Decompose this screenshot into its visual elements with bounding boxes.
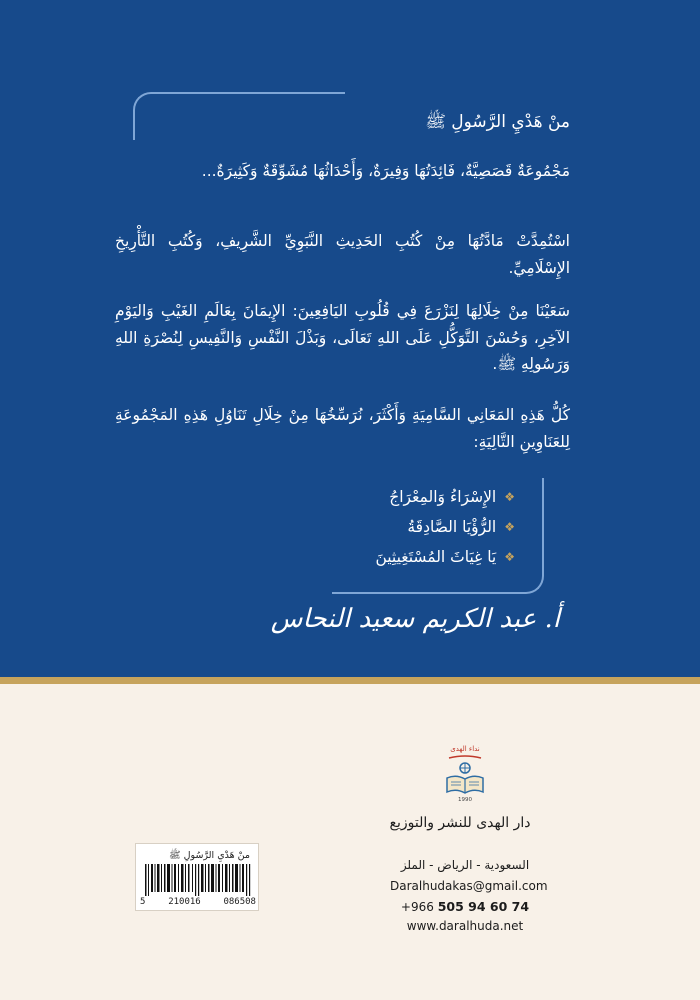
description-paragraph-2: اسْتُمِدَّتْ مَادَّتُهَا مِنْ كُتُبِ الحَدِيثِ النَّبَوِيِّ الشَّرِيفِ، وَكُتُبِ التَّأْرِيخِ الإِسْلَامِيِّ.: [115, 232, 570, 277]
publisher-address: السعودية - الرياض - الملز: [400, 858, 530, 872]
diamond-bullet-icon: ❖: [504, 490, 515, 505]
publisher-phone: [390, 899, 540, 914]
logo-caption: نداء الهدى: [450, 745, 480, 753]
list-item-label: الرُّؤْيَا الصَّادِقَةُ: [407, 517, 497, 536]
barcode-title: منْ هَدْيِ الرَّسُولِ ﷺ: [169, 850, 250, 861]
phone-prefix: +966: [400, 900, 434, 914]
book-title: منْ هَدْيِ الرَّسُولِ ﷺ: [425, 112, 570, 132]
barcode-digit-group: 5: [140, 897, 146, 907]
back-cover-cream-panel: [0, 684, 700, 1000]
barcode-digit-group: 210016: [168, 897, 201, 907]
diamond-bullet-icon: ❖: [504, 520, 515, 535]
list-item: [300, 483, 515, 513]
barcode-bars: [143, 864, 253, 896]
description-paragraph-3: سَعَيْنَا مِنْ خِلَالِهَا لِنَزْرَعَ فِي قُلُوبِ اليَافِعِينَ: الإِيمَانَ بِعَالَمِ الغَيْبِ وَاليَوْمِ الآخِرِ، وَحُسْنَ التَّوَكُّلِ عَلَى اللهِ تَعَالَى، وَبَذْلَ النَّفْسِ وَالنَّفِيسِ لِنُصْرَةِ اللهِ وَرَسُولِهِ ﷺ.: [115, 302, 570, 374]
description-paragraph-1: مَجْمُوعَةٌ قَصَصِيَّةٌ، فَائِدَتُهَا وَفِيرَةٌ، وَأَحْدَاثُهَا مُشَوِّقَةٌ وَكَثِيرَةٌ...: [201, 162, 570, 180]
list-item-label: الإِسْرَاءُ وَالمِعْرَاجُ: [389, 488, 497, 506]
publisher-name: دار الهدى للنشر والتوزيع: [389, 815, 531, 831]
phone-number: 505 94 60 74: [437, 899, 530, 914]
publisher-logo: [435, 742, 495, 808]
list-item: [300, 543, 515, 573]
barcode-digit-group: 086508: [223, 897, 256, 907]
logo-year: 1990: [458, 797, 472, 803]
barcode-number: [136, 897, 260, 907]
gold-divider: [0, 677, 700, 684]
author-name: أ. عبد الكريم سعيد النحاس: [270, 604, 560, 634]
publisher-email: Daralhudakas@gmail.com: [390, 879, 548, 893]
barcode: [135, 843, 259, 911]
publisher-website: www.daralhuda.net: [406, 919, 524, 933]
list-item-label: يَا غِيَاثَ المُسْتَغِيثِينَ: [375, 547, 497, 566]
diamond-bullet-icon: ❖: [504, 549, 515, 564]
description-paragraph-4: كُلُّ هَذِهِ المَعَانِي السَّامِيَةِ وَأَكْثَرَ، نُرَسِّخُهَا مِنْ خِلَالِ تَنَاوُلِ هَذِهِ المَجْمُوعَةِ لِلعَنَاوِينِ التَّالِيَةِ:: [115, 406, 570, 451]
story-titles-list: [300, 483, 515, 572]
list-item: [300, 513, 515, 543]
